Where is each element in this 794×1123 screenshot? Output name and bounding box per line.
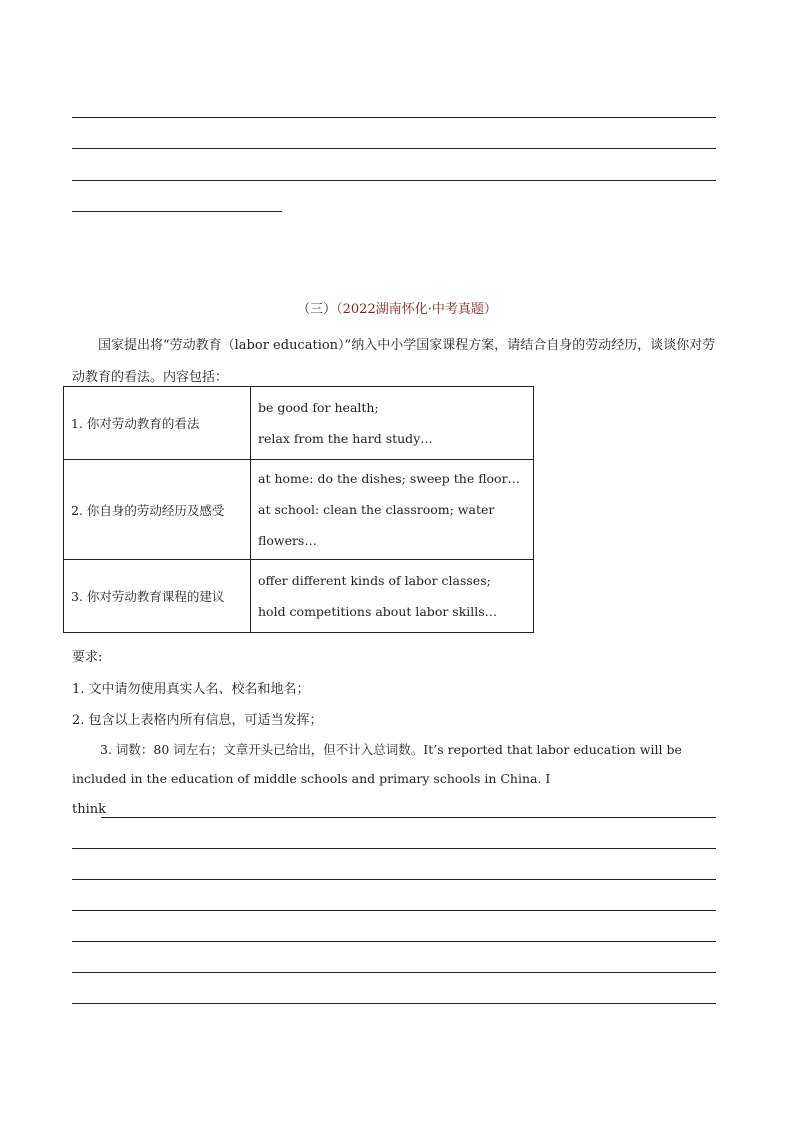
answer-line[interactable]: [72, 910, 716, 911]
requirement-item: 3. 词数：80 词左右；文章开头已给出，但不计入总词数。It’s reported that labor education will be: [100, 742, 682, 757]
table-row: [64, 387, 534, 460]
section-source: （2022湖南怀化·中考真题）: [336, 302, 497, 317]
writing-line-short: [72, 211, 282, 212]
table-row-hints: [251, 387, 534, 460]
task-intro: 国家提出将“劳动教育（labor education）”纳入中小学国家课程方案，请结合自身的劳动经历，谈谈你对劳动教育的看法。内容包括：: [72, 338, 716, 385]
hint-line: hold competitions about labor skills…: [258, 604, 498, 619]
content-table: [63, 386, 534, 633]
writing-line: [72, 117, 716, 118]
section-number: （三）: [297, 302, 337, 317]
hint-line: at home: do the dishes; sweep the floor…: [258, 471, 521, 486]
answer-line[interactable]: [72, 879, 716, 880]
essay-start-word: think: [72, 802, 107, 817]
hint-line: offer different kinds of labor classes;: [258, 573, 491, 588]
answer-line[interactable]: [72, 972, 716, 973]
table-row-label: 2. 你自身的劳动经历及感受: [64, 460, 251, 560]
writing-line: [72, 148, 716, 149]
essay-opening: included in the education of middle schools and primary schools in China. I: [72, 771, 551, 786]
table-row-hints: [251, 560, 534, 633]
table-row: [64, 460, 534, 560]
answer-line[interactable]: [101, 817, 716, 818]
answer-line[interactable]: [72, 848, 716, 849]
requirements-heading: 要求:: [72, 650, 103, 665]
requirement-item: 1. 文中请勿使用真实人名、校名和地名；: [72, 682, 310, 697]
table-row-label: 1. 你对劳动教育的看法: [64, 387, 251, 460]
answer-line[interactable]: [72, 941, 716, 942]
table-row-hints: [251, 460, 534, 560]
table-row-label: 3. 你对劳动教育课程的建议: [64, 560, 251, 633]
hint-line: at school: clean the classroom; water flowers…: [258, 502, 495, 548]
hint-line: relax from the hard study…: [258, 431, 433, 446]
section-title: [0, 298, 794, 317]
answer-line[interactable]: [72, 1003, 716, 1004]
requirement-item: 2. 包含以上表格内所有信息，可适当发挥；: [72, 713, 323, 728]
table-row: [64, 560, 534, 633]
hint-line: be good for health;: [258, 400, 379, 415]
writing-line: [72, 180, 716, 181]
